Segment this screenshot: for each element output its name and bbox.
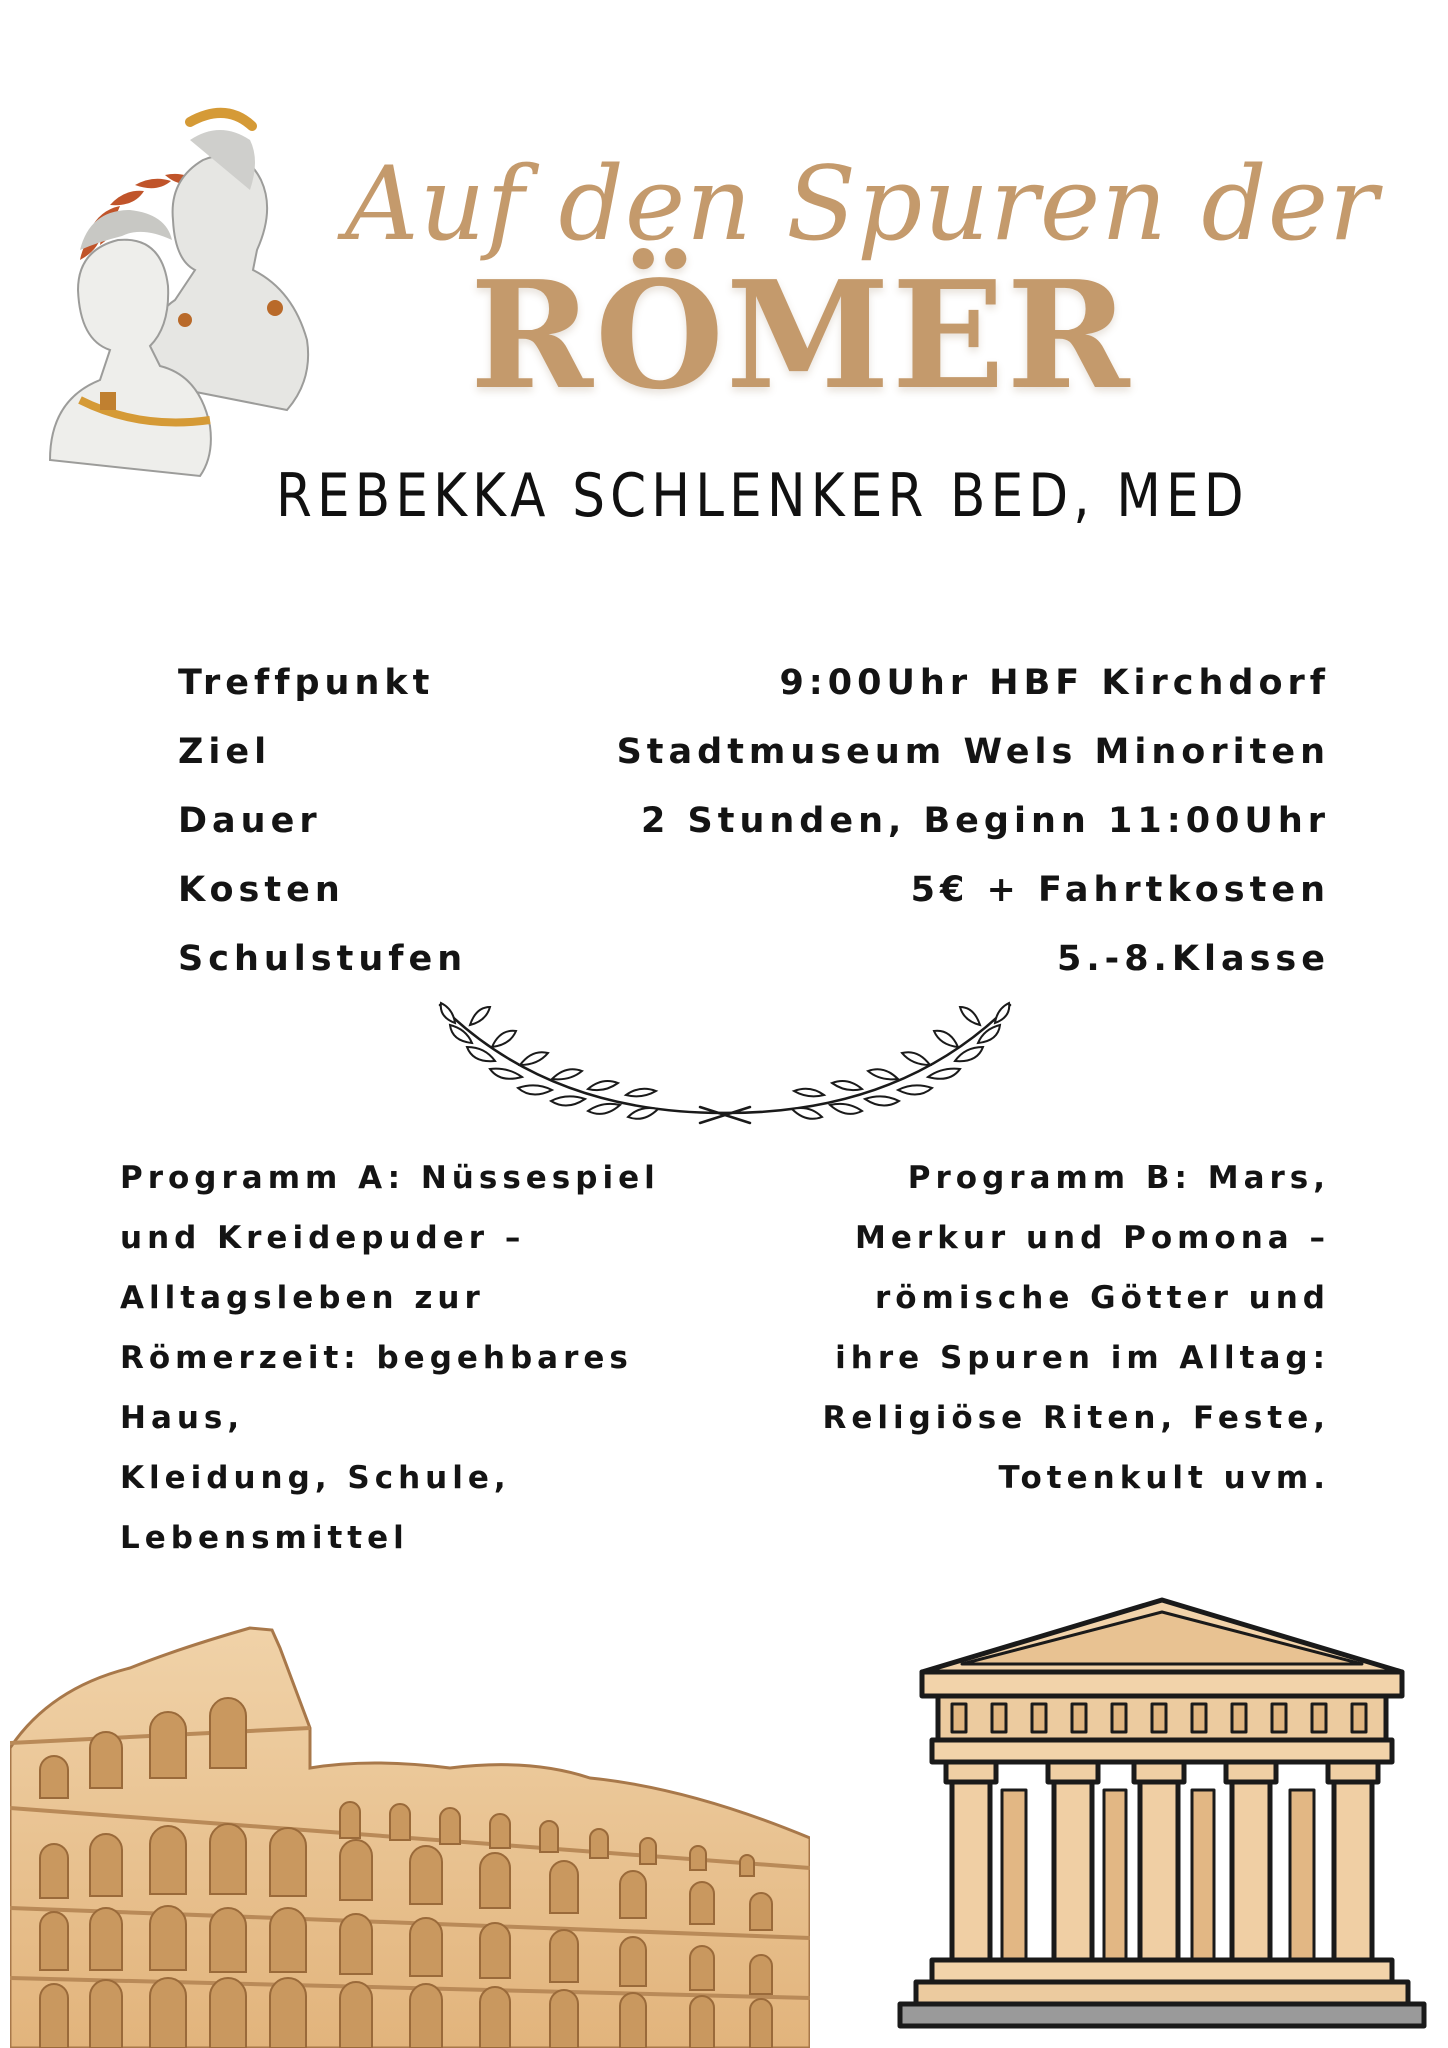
author-name: REBEKKA SCHLENKER BED, MED [276,461,1249,531]
details-table [178,648,1330,993]
detail-row-dauer [178,786,1330,855]
page-title: RÖMER [470,248,1132,422]
detail-row-kosten [178,855,1330,924]
detail-value: 5€ + Fahrtkosten [910,869,1330,910]
detail-value: Stadtmuseum Wels Minoriten [616,731,1330,772]
temple-icon [892,1590,1432,2040]
colosseum-icon [10,1608,810,2048]
detail-value: 5.-8.Klasse [1057,938,1330,979]
detail-row-treffpunkt [178,648,1330,717]
detail-label: Schulstufen [178,938,468,979]
detail-value: 9:00Uhr HBF Kirchdorf [779,662,1330,703]
title-line-1: Auf den Spuren der [345,145,1379,264]
detail-label: Dauer [178,800,322,841]
roman-busts-icon [40,80,360,490]
detail-label: Treffpunkt [178,662,435,703]
detail-value: 2 Stunden, Beginn 11:00Uhr [641,800,1330,841]
laurel-divider-icon [430,995,1020,1125]
detail-label: Ziel [178,731,272,772]
detail-row-ziel [178,717,1330,786]
program-b-text: Programm B: Mars, Merkur und Pomona – römische Götter und ihre Spuren im Alltag: Religiöse Riten, Feste, Totenkult uvm. [822,1160,1330,1496]
detail-row-schulstufen [178,924,1330,993]
detail-label: Kosten [178,869,345,910]
program-a-text: Programm A: Nüssespiel und Kreidepuder – Alltagsleben zur Römerzeit: begehbares Haus, Kleidung, Schule, Lebensmittel [120,1160,660,1556]
